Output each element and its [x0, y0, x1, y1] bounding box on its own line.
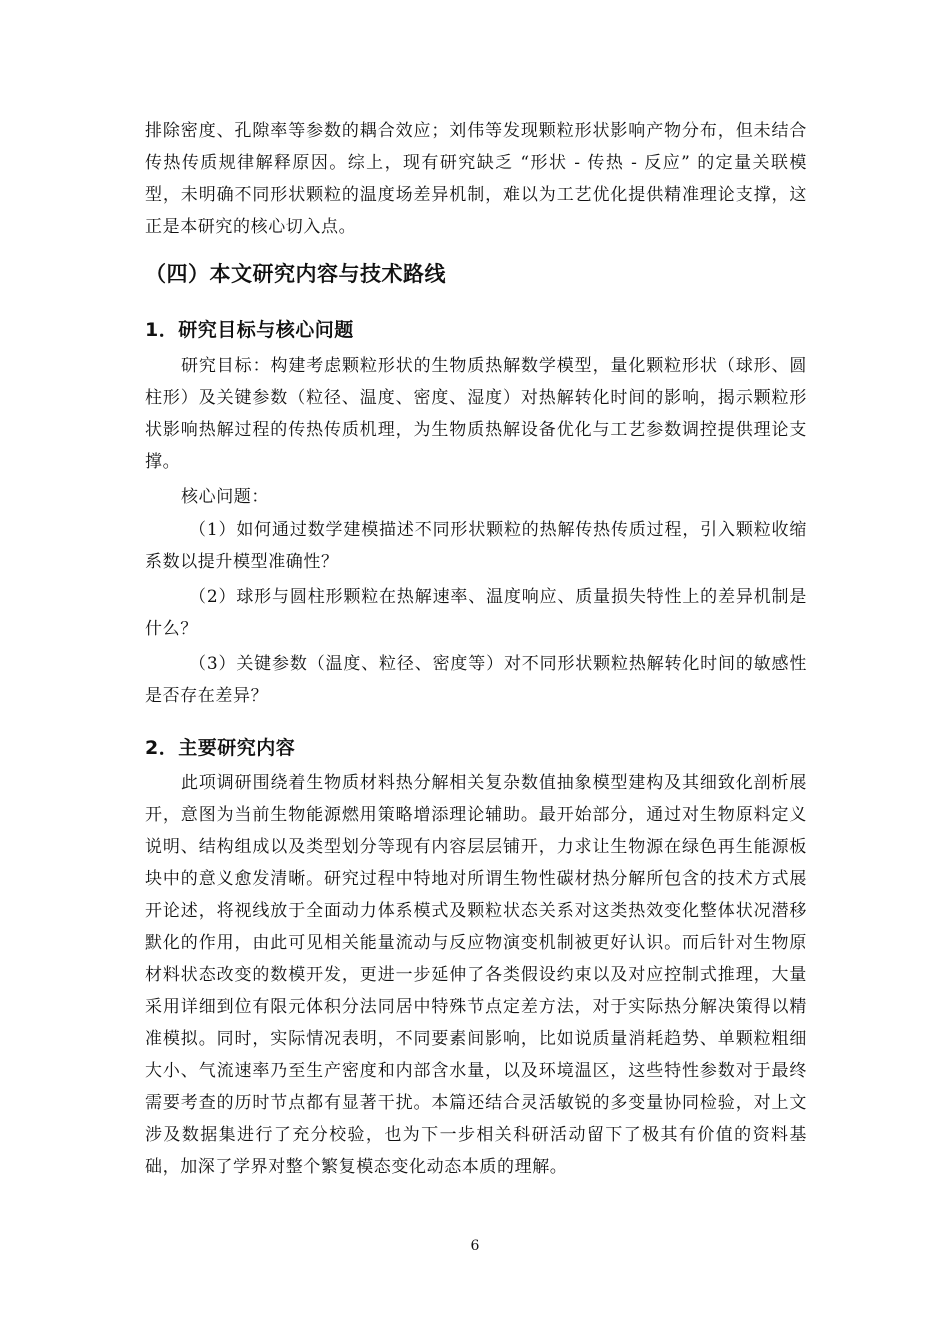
- core-question-2: （2）球形与圆柱形颗粒在热解速率、温度响应、质量损失特性上的差异机制是什么？: [145, 587, 807, 639]
- subsection-1-heading: 1．研究目标与核心问题: [145, 319, 354, 341]
- section-heading: （四）本文研究内容与技术路线: [145, 262, 446, 286]
- page-number: 6: [470, 1238, 480, 1254]
- core-questions-label: 核心问题：: [181, 487, 269, 507]
- main-content-paragraph: 此项调研围绕着生物质材料热分解相关复杂数值抽象模型建构及其细致化剖析展开，意图为当前生物能源燃用策略增添理论辅助。最开始部分，通过对生物原料定义说明、结构组成以及类型划分等现有内容层层铺开，力求让生物源在绿色再生能源板块中的意义愈发清晰。研究过程中特地对所谓生物性碳材热分解所包含的技术方式展开论述，将视线放于全面动力体系模式及颗粒状态关系对这类热效变化整体状况潜移默化的作用，由此可见相关能量流动与反应物演变机制被更好认识。而后针对生物原材料状态改变的数模开发，更进一步延伸了各类假设约束以及对应控制式推理，大量采用详细到位有限元体积分法同居中特殊节点定差方法，对于实际热分解决策得以精准模拟。同时，实际情况表明，不同要素间影响，比如说质量消耗趋势、单颗粒粗细大小、气流速率乃至生产密度和内部含水量，以及环境温区，这些特性参数对于最终需要考查的历时节点都有显著干扰。本篇还结合灵活敏锐的多变量协同检验，对上文涉及数据集进行了充分校验，也为下一步相关科研活动留下了极其有价值的资料基础，加深了学界对整个繁复模态变化动态本质的理解。: [145, 773, 807, 1177]
- core-question-1: （1）如何通过数学建模描述不同形状颗粒的热解传热传质过程，引入颗粒收缩系数以提升模型准确性？: [145, 520, 807, 572]
- research-goal-paragraph: 研究目标：构建考虑颗粒形状的生物质热解数学模型，量化颗粒形状（球形、圆柱形）及关键参数（粒径、温度、密度、湿度）对热解转化时间的影响，揭示颗粒形状影响热解过程的传热传质机理，为生物质热解设备优化与工艺参数调控提供理论支撑。: [145, 356, 807, 472]
- continuation-paragraph: 排除密度、孔隙率等参数的耦合效应；刘伟等发现颗粒形状影响产物分布，但未结合传热传质规律解释原因。综上，现有研究缺乏 “形状 - 传热 - 反应” 的定量关联模型，未明确不同形状颗粒的温度场差异机制，难以为工艺优化提供精准理论支撑，这正是本研究的核心切入点。: [145, 121, 807, 237]
- subsection-2-heading: 2．主要研究内容: [145, 737, 296, 759]
- core-question-3: （3）关键参数（温度、粒径、密度等）对不同形状颗粒热解转化时间的敏感性是否存在差异？: [145, 654, 807, 706]
